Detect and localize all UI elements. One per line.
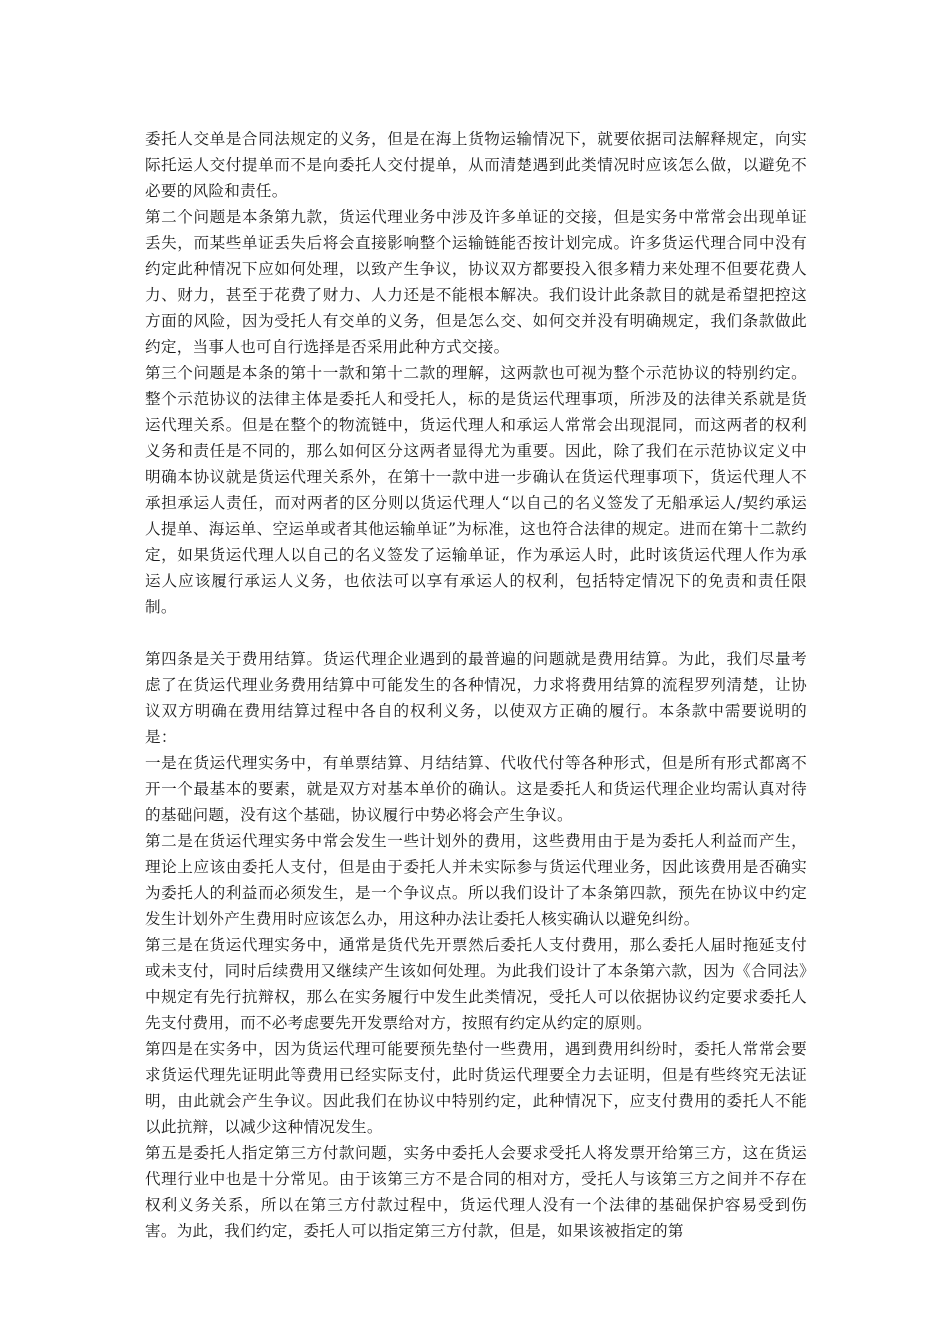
- paragraph: 一是在货运代理实务中，有单票结算、月结结算、代收代付等各种形式，但是所有形式都离不开一个最基本的要素，就是双方对基本单价的确认。这是委托人和货运代理企业均需认真对待的基础问题，没有这个基础，协议履行中势必将会产生争议。: [145, 754, 807, 824]
- document-body: [145, 126, 807, 1244]
- paragraph: 第五是委托人指定第三方付款问题，实务中委托人会要求受托人将发票开给第三方，这在货运代理行业中也是十分常见。由于该第三方不是合同的相对方，受托人与该第三方之间并不存在权利义务关系，所以在第三方付款过程中，货运代理人没有一个法律的基础保护容易受到伤害。为此，我们约定，委托人可以指定第三方付款，但是，如果该被指定的第: [145, 1144, 807, 1240]
- paragraph: 第四条是关于费用结算。货运代理企业遇到的最普遍的问题就是费用结算。为此，我们尽量考虑了在货运代理业务费用结算中可能发生的各种情况，力求将费用结算的流程罗列清楚，让协议双方明确在费用结算过程中各自的权利义务，以使双方正确的履行。本条款中需要说明的是：: [145, 650, 807, 746]
- paragraph: 委托人交单是合同法规定的义务，但是在海上货物运输情况下，就要依据司法解释规定，向实际托运人交付提单而不是向委托人交付提单，从而清楚遇到此类情况时应该怎么做，以避免不必要的风险和责任。: [145, 130, 807, 200]
- paragraph: 第四是在实务中，因为货运代理可能要预先垫付一些费用，遇到费用纠纷时，委托人常常会要求货运代理先证明此等费用已经实际支付，此时货运代理要全力去证明，但是有些终究无法证明，由此就会产生争议。因此我们在协议中特别约定，此种情况下，应支付费用的委托人不能以此抗辩，以减少这种情况发生。: [145, 1040, 807, 1136]
- paragraph: 第三个问题是本条的第十一款和第十二款的理解，这两款也可视为整个示范协议的特别约定。整个示范协议的法律主体是委托人和受托人，标的是货运代理事项，所涉及的法律关系就是货运代理关系。但是在整个的物流链中，货运代理人和承运人常常会出现混同，而这两者的权利义务和责任是不同的，那么如何区分这两者显得尤为重要。因此，除了我们在示范协议定义中明确本协议就是货运代理关系外，在第十一款中进一步确认在货运代理事项下，货运代理人不承担承运人责任，而对两者的区分则以货运代理人“以自己的名义签发了无船承运人/契约承运人提单、海运单、空运单或者其他运输单证”为标准，这也符合法律的规定。进而在第十二款约定，如果货运代理人以自己的名义签发了运输单证，作为承运人时，此时该货运代理人作为承运人应该履行承运人义务，也依法可以享有承运人的权利，包括特定情况下的免责和责任限制。: [145, 364, 807, 616]
- paragraph-spacer: [145, 620, 807, 646]
- paragraph: 第二是在货运代理实务中常会发生一些计划外的费用，这些费用由于是为委托人利益而产生，理论上应该由委托人支付，但是由于委托人并未实际参与货运代理业务，因此该费用是否确实为委托人的利益而必须发生，是一个争议点。所以我们设计了本条第四款，预先在协议中约定发生计划外产生费用时应该怎么办，用这种办法让委托人核实确认以避免纠纷。: [145, 832, 807, 928]
- paragraph: 第二个问题是本条第九款，货运代理业务中涉及许多单证的交接，但是实务中常常会出现单证丢失，而某些单证丢失后将会直接影响整个运输链能否按计划完成。许多货运代理合同中没有约定此种情况下应如何处理，以致产生争议，协议双方都要投入很多精力来处理不但要花费人力、财力，甚至于花费了财力、人力还是不能根本解决。我们设计此条款目的就是希望把控这方面的风险，因为受托人有交单的义务，但是怎么交、如何交并没有明确规定，我们条款做此约定，当事人也可自行选择是否采用此种方式交接。: [145, 208, 807, 356]
- paragraph: 第三是在货运代理实务中，通常是货代先开票然后委托人支付费用，那么委托人届时拖延支付或未支付，同时后续费用又继续产生该如何处理。为此我们设计了本条第六款，因为《合同法》中规定有先行抗辩权，那么在实务履行中发生此类情况，受托人可以依据协议约定要求委托人先支付费用，而不必考虑要先开发票给对方，按照有约定从约定的原则。: [145, 936, 807, 1032]
